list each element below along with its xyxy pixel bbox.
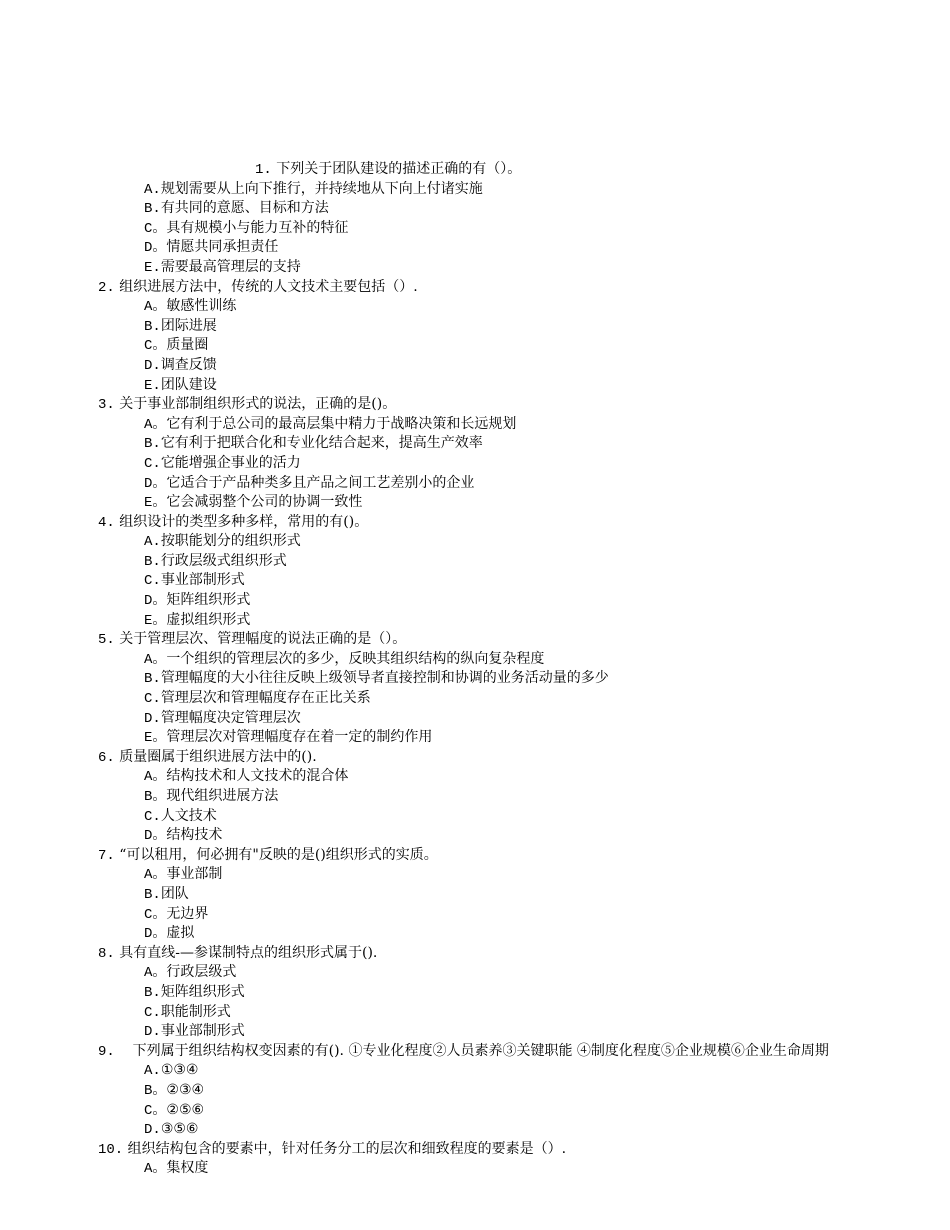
option-e [98, 611, 858, 631]
option-c [98, 905, 858, 925]
option-key: E。 [144, 612, 167, 629]
option-d [98, 591, 858, 611]
option-a [98, 650, 858, 670]
question-text: 下列属于组织结构权变因素的有(). ①专业化程度②人员素养③关键职能 ④制度化程度⑤企业规模⑥企业生命周期 [132, 1042, 829, 1059]
option-d [98, 1022, 858, 1042]
option-text: 无边界 [166, 905, 209, 922]
option-text: 团际进展 [160, 317, 217, 334]
question-number: 5. [98, 632, 115, 649]
option-text: 结构技术和人文技术的混合体 [166, 768, 349, 785]
option-key: B. [144, 318, 161, 335]
option-b [98, 434, 858, 454]
option-a [98, 963, 858, 983]
option-key: A。 [144, 416, 167, 433]
question-text: 关于管理层次、管理幅度的说法正确的是（）。 [119, 631, 407, 648]
option-b [98, 787, 858, 807]
option-text: 虚拟 [166, 925, 195, 942]
option-text: 职能制形式 [160, 1003, 231, 1020]
option-key: A. [144, 534, 161, 551]
option-text: 需要最高管理层的支持 [160, 258, 301, 275]
question-text: “可以租用，何必拥有"反映的是()组织形式的实质。 [119, 846, 438, 863]
option-key: D。 [144, 593, 167, 610]
option-text: 矩阵组织形式 [160, 983, 245, 1000]
question-number: 6. [98, 749, 115, 766]
option-a [98, 865, 858, 885]
option-key: B. [144, 553, 161, 570]
question-number: 1. [255, 162, 272, 178]
question-text: 组织进展方法中，传统的人文技术主要包括（）. [119, 278, 418, 295]
option-text: ②③④ [166, 1081, 205, 1098]
question-6 [98, 748, 858, 846]
option-text: 管理层次和管理幅度存在正比关系 [160, 690, 371, 707]
option-key: C。 [144, 220, 167, 237]
option-key: B. [144, 984, 161, 1001]
question-number: 7. [98, 847, 115, 864]
option-text: 矩阵组织形式 [166, 592, 251, 609]
option-c [98, 1101, 858, 1121]
question-number: 2. [98, 279, 115, 296]
option-text: 行政层级式组织形式 [160, 552, 287, 569]
option-key: A。 [144, 651, 167, 668]
option-key: E。 [144, 495, 167, 512]
option-a [98, 415, 858, 435]
question-stem [98, 748, 858, 768]
option-e [98, 728, 858, 748]
option-key: C。 [144, 906, 167, 923]
option-key: D。 [144, 926, 167, 943]
option-c [98, 454, 858, 474]
option-key: D. [144, 1122, 161, 1139]
option-key: C. [144, 573, 161, 590]
option-b [98, 885, 858, 905]
question-number: 3. [98, 397, 115, 414]
question-7 [98, 846, 858, 944]
option-text: 一个组织的管理层次的多少，反映其组织结构的纵向复杂程度 [166, 650, 545, 667]
option-key: B. [144, 886, 161, 903]
option-e [98, 258, 858, 278]
option-key: E. [144, 377, 161, 394]
option-key: D。 [144, 240, 167, 257]
option-a [98, 297, 858, 317]
option-key: A. [144, 1063, 161, 1080]
option-key: E. [144, 259, 161, 276]
question-number: 8. [98, 945, 115, 962]
option-text: 它能增强企事业的活力 [160, 454, 301, 471]
question-list [98, 160, 858, 1179]
option-c [98, 219, 858, 239]
option-key: B。 [144, 789, 167, 805]
option-d [98, 924, 858, 944]
option-d [98, 238, 858, 258]
option-text: 质量圈 [166, 337, 209, 354]
option-key: D. [144, 357, 161, 374]
question-stem [98, 160, 858, 180]
question-text: 具有直线-—参谋制特点的组织形式属于(). [119, 944, 378, 961]
option-b [98, 199, 858, 219]
option-text: 按职能划分的组织形式 [160, 533, 301, 550]
question-4 [98, 513, 858, 631]
option-text: 行政层级式 [166, 964, 237, 981]
option-text: 有共同的意愿、目标和方法 [160, 200, 329, 217]
option-b [98, 1081, 858, 1101]
option-b [98, 669, 858, 689]
question-2 [98, 278, 858, 396]
question-stem [98, 846, 858, 866]
option-text: 它有利于把联合化和专业化结合起来，提高生产效率 [160, 435, 483, 452]
option-key: C. [144, 1004, 161, 1021]
option-key: C. [144, 691, 161, 708]
question-5 [98, 630, 858, 748]
option-b [98, 317, 858, 337]
option-c [98, 336, 858, 356]
option-text: 人文技术 [160, 807, 217, 824]
option-a [98, 180, 858, 200]
option-key: B. [144, 671, 161, 688]
option-text: 具有规模小与能力互补的特征 [166, 219, 349, 236]
option-d [98, 356, 858, 376]
question-8 [98, 944, 858, 1042]
question-stem [98, 395, 858, 415]
option-key: A。 [144, 769, 167, 786]
question-3 [98, 395, 858, 513]
option-text: 虚拟组织形式 [166, 611, 251, 628]
option-key: C. [144, 808, 161, 825]
option-d [98, 826, 858, 846]
option-text: 团队 [160, 885, 189, 902]
question-text: 关于事业部制组织形式的说法，正确的是()。 [119, 396, 397, 413]
option-text: 规划需要从上向下推行，并持续地从下向上付诸实施 [160, 180, 483, 197]
option-c [98, 1003, 858, 1023]
question-number: 9. [98, 1043, 115, 1060]
question-stem [98, 1140, 858, 1160]
question-10 [98, 1140, 858, 1179]
option-text: 事业部制形式 [160, 1023, 245, 1040]
option-key: D。 [144, 828, 167, 845]
question-stem [98, 513, 858, 533]
option-text: 管理层次对管理幅度存在着一定的制约作用 [166, 729, 433, 746]
question-text: 质量圈属于组织进展方法中的(). [119, 748, 317, 765]
question-stem [98, 630, 858, 650]
question-stem [98, 1042, 858, 1062]
option-key: D。 [144, 475, 167, 492]
option-key: D. [144, 1024, 161, 1041]
option-text: 调查反馈 [160, 356, 217, 373]
option-e [98, 376, 858, 396]
option-key: B. [144, 436, 161, 453]
option-a [98, 1061, 858, 1081]
question-1 [98, 160, 858, 278]
option-d [98, 474, 858, 494]
option-text: 敏感性训练 [166, 298, 237, 315]
option-key: A。 [144, 965, 167, 982]
option-d [98, 709, 858, 729]
option-b [98, 552, 858, 572]
option-text: 事业部制 [166, 866, 223, 883]
option-text: 团队建设 [160, 376, 217, 393]
option-text: 现代组织进展方法 [166, 788, 279, 804]
option-c [98, 689, 858, 709]
option-text: 管理幅度决定管理层次 [160, 709, 301, 726]
option-text: 它有利于总公司的最高层集中精力于战略决策和长远规划 [166, 415, 517, 432]
option-a [98, 767, 858, 787]
question-number: 4. [98, 514, 115, 531]
option-key: D. [144, 710, 161, 727]
option-key: C。 [144, 338, 167, 355]
question-number: 10. [98, 1141, 124, 1158]
question-text: 组织结构包含的要素中，针对任务分工的层次和细致程度的要素是（）. [127, 1140, 567, 1157]
option-a [98, 1159, 858, 1179]
option-text: 情愿共同承担责任 [166, 239, 279, 256]
option-text: 结构技术 [166, 827, 223, 844]
option-c [98, 571, 858, 591]
option-key: C。 [144, 1102, 167, 1119]
option-key: B。 [144, 1082, 167, 1099]
option-text: ①③④ [160, 1062, 199, 1079]
option-b [98, 983, 858, 1003]
option-text: ②⑤⑥ [166, 1101, 205, 1118]
option-a [98, 532, 858, 552]
option-text: 事业部制形式 [160, 572, 245, 589]
option-text: ③⑤⑥ [160, 1121, 199, 1138]
option-key: C. [144, 455, 161, 472]
option-text: 它会减弱整个公司的协调一致性 [166, 494, 363, 511]
option-d [98, 1120, 858, 1140]
option-e [98, 493, 858, 513]
option-key: B. [144, 201, 161, 218]
option-c [98, 807, 858, 827]
option-key: A。 [144, 1161, 167, 1178]
option-key: A. [144, 181, 161, 198]
question-stem [98, 278, 858, 298]
option-text: 集权度 [166, 1160, 209, 1177]
question-stem [98, 944, 858, 964]
question-9 [98, 1042, 858, 1140]
option-key: E。 [144, 730, 167, 747]
option-key: A。 [144, 299, 167, 316]
question-text: 组织设计的类型多种多样，常用的有()。 [119, 513, 369, 530]
option-text: 它适合于产品种类多且产品之间工艺差别小的企业 [166, 474, 475, 491]
question-text: 下列关于团队建设的描述正确的有（）。 [276, 161, 522, 177]
option-key: A。 [144, 867, 167, 884]
option-text: 管理幅度的大小往往反映上级领导者直接控制和协调的业务活动量的多少 [160, 670, 609, 687]
